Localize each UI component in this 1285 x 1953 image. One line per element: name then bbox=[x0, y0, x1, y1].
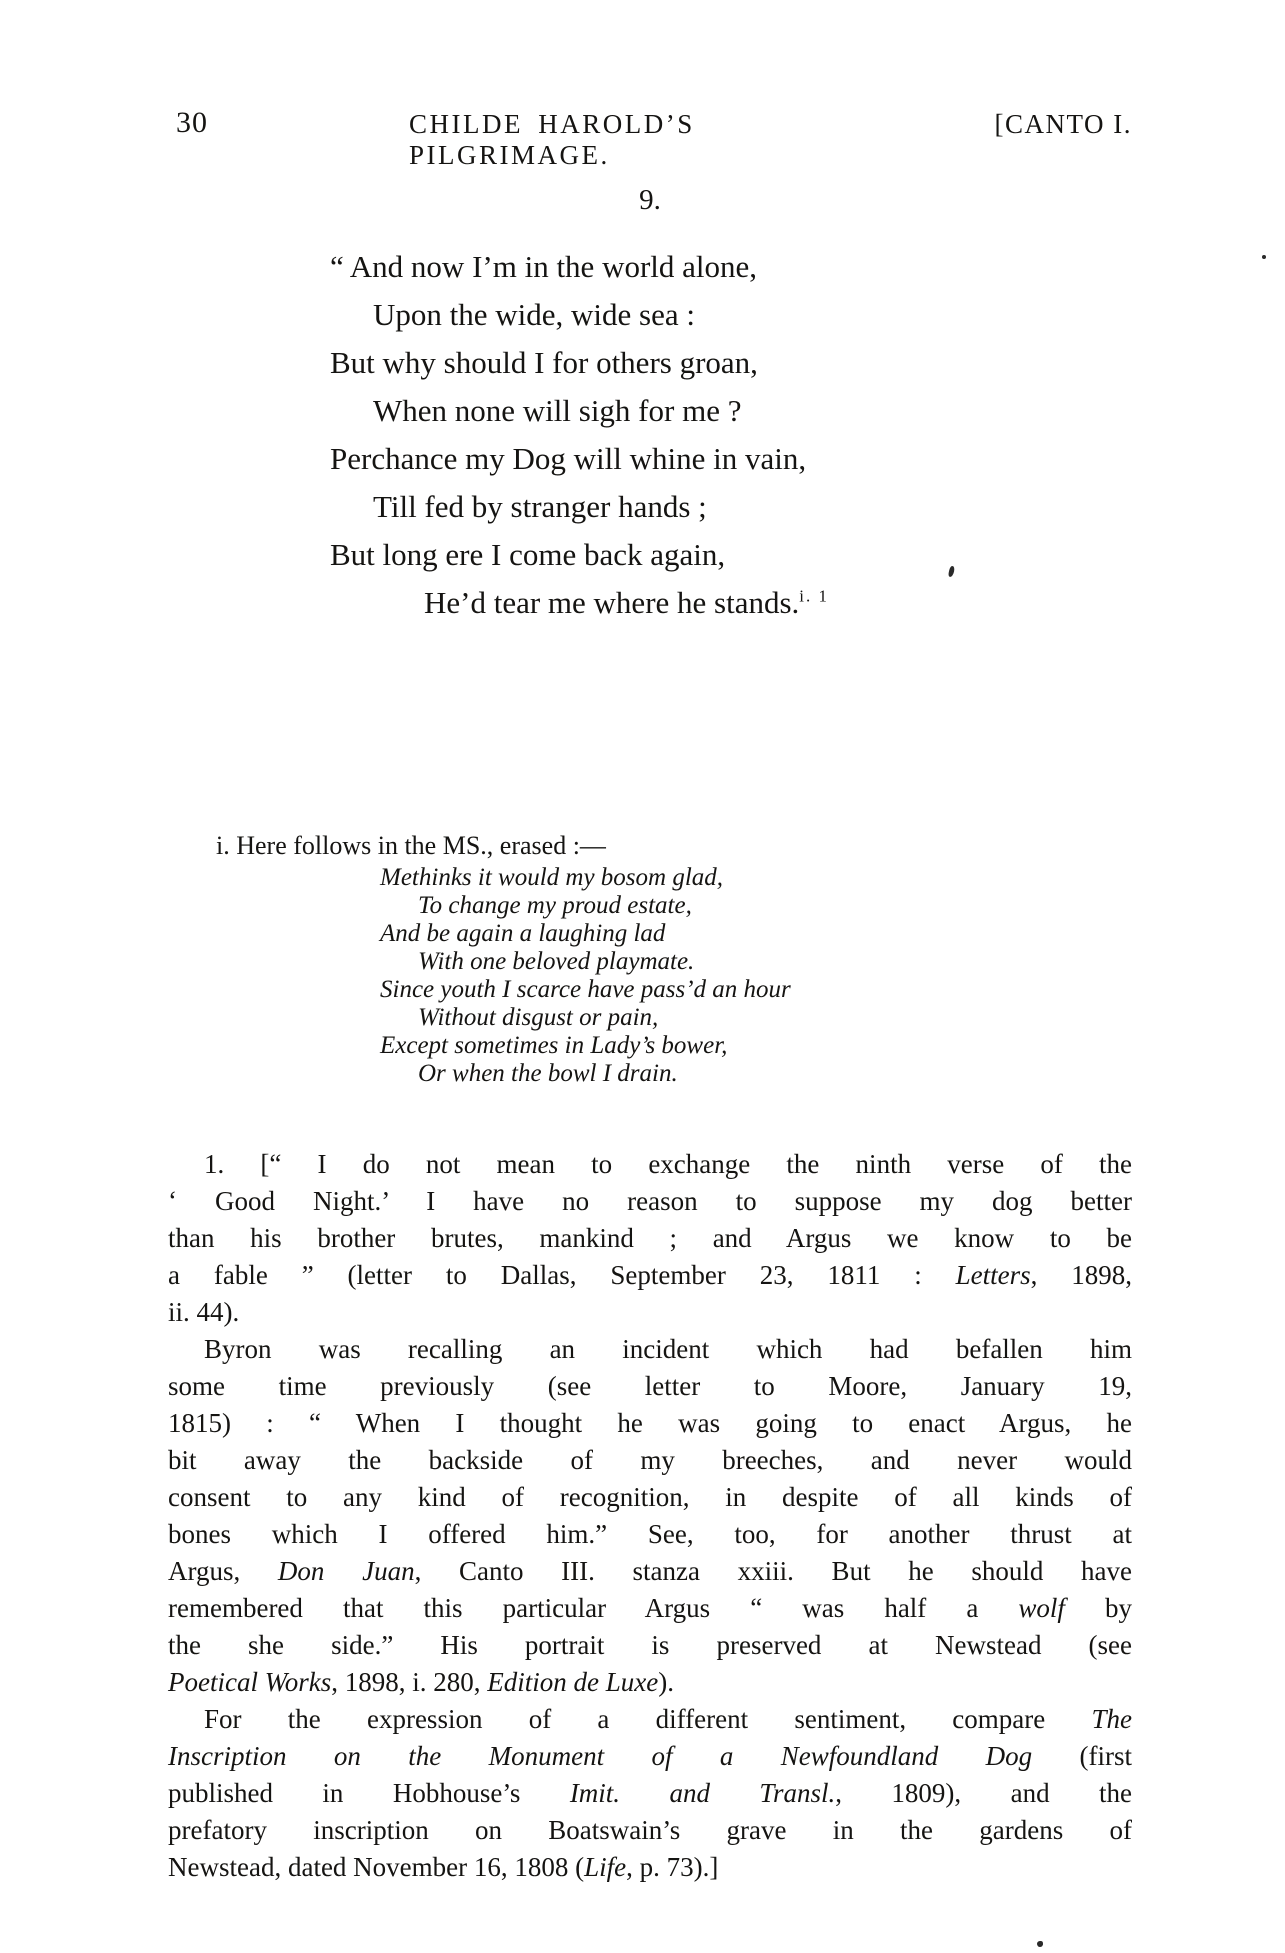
note-line bbox=[168, 1146, 1132, 1183]
variant-verse-line: With one beloved playmate. bbox=[418, 948, 695, 975]
note-text: , Canto III. stanza xxiii. But he should have bbox=[414, 1556, 1133, 1586]
variant-verse-line: Methinks it would my bosom glad, bbox=[380, 864, 724, 891]
note-line bbox=[168, 1183, 1132, 1220]
footnote-marker: i. 1 bbox=[799, 586, 830, 606]
note-line bbox=[168, 1849, 1132, 1886]
note-text: consent to any kind of recognition, in despite of all kinds of bbox=[168, 1482, 1132, 1512]
note-text: a fable ” (letter to Dallas, September 23, 1811 : bbox=[168, 1260, 956, 1290]
footnote-variant-heading: i. Here follows in the MS., erased :— bbox=[216, 831, 606, 860]
note-text: ). bbox=[658, 1667, 674, 1697]
note-text: , 1809), and the bbox=[835, 1778, 1132, 1808]
canto-label: [CANTO I. bbox=[994, 109, 1132, 139]
note-line bbox=[168, 1664, 1132, 1701]
note-text-italic: wolf bbox=[1018, 1593, 1065, 1623]
variant-verse-line: Except sometimes in Lady’s bower, bbox=[380, 1032, 728, 1059]
note-text: remembered that this particular Argus “ was half a bbox=[168, 1593, 1019, 1623]
note-line bbox=[168, 1812, 1132, 1849]
note-text-italic: Imit. and Transl. bbox=[569, 1778, 836, 1808]
editorial-notes bbox=[168, 1146, 1132, 1886]
note-text-italic: The bbox=[1091, 1704, 1132, 1734]
note-line bbox=[168, 1775, 1132, 1812]
note-text: , p. 73).] bbox=[626, 1852, 719, 1882]
note-text: 1815) : “ When I thought he was going to enact Argus, he bbox=[168, 1408, 1132, 1438]
poem-line: He’d tear me where he stands.$^{i. 1}$ bbox=[424, 585, 830, 620]
running-title: CHILDE HAROLD’S PILGRIMAGE. bbox=[409, 109, 695, 170]
note-line bbox=[168, 1553, 1132, 1590]
note-text: (first bbox=[1032, 1741, 1132, 1771]
note-text: Byron was recalling an incident which had befallen him bbox=[204, 1334, 1132, 1364]
variant-verse-line: Without disgust or pain, bbox=[418, 1004, 659, 1031]
note-text: ii. 44). bbox=[168, 1297, 240, 1327]
page-number: 30 bbox=[176, 106, 208, 139]
ink-speck bbox=[1037, 1941, 1043, 1947]
note-text: some time previously (see letter to Moore, January 19, bbox=[168, 1371, 1132, 1401]
poem-line: But why should I for others groan, bbox=[330, 345, 758, 380]
note-line bbox=[168, 1590, 1132, 1627]
note-line bbox=[168, 1627, 1132, 1664]
note-line bbox=[168, 1738, 1132, 1775]
page-header bbox=[168, 106, 1132, 170]
variant-verse-line: Since youth I scarce have pass’d an hour bbox=[380, 976, 791, 1003]
poem-line: “ And now I’m in the world alone, bbox=[330, 249, 758, 284]
note-text-italic: Poetical Works bbox=[168, 1667, 332, 1697]
note-text-italic: Edition de Luxe bbox=[487, 1667, 659, 1697]
poem-line: Till fed by stranger hands ; bbox=[373, 489, 707, 524]
note-text-italic: Don Juan bbox=[277, 1556, 415, 1586]
note-text: For the expression of a different sentiment, compare bbox=[204, 1704, 1092, 1734]
poem-line: Perchance my Dog will whine in vain, bbox=[330, 441, 807, 476]
footnote-variant bbox=[168, 830, 1132, 1088]
note-text-italic: Letters bbox=[955, 1260, 1031, 1290]
note-text: ‘ Good Night.’ I have no reason to suppose my dog better bbox=[168, 1186, 1132, 1216]
note-text: prefatory inscription on Boatswain’s grave in the gardens of bbox=[168, 1815, 1132, 1845]
poem-stanza bbox=[330, 243, 1132, 627]
note-text-italic: Life bbox=[584, 1852, 627, 1882]
note-text: than his brother brutes, mankind ; and Argus we know to be bbox=[168, 1223, 1132, 1253]
note-text: bit away the backside of my breeches, and never would bbox=[168, 1445, 1132, 1475]
note-line bbox=[168, 1405, 1132, 1442]
note-line bbox=[168, 1516, 1132, 1553]
note-line bbox=[168, 1479, 1132, 1516]
note-text: the she side.” His portrait is preserved at Newstead (see bbox=[168, 1630, 1132, 1660]
note-text: by bbox=[1064, 1593, 1133, 1623]
note-line bbox=[168, 1331, 1132, 1368]
note-text: bones which I offered him.” See, too, for another thrust at bbox=[168, 1519, 1132, 1549]
note-line bbox=[168, 1257, 1132, 1294]
variant-verse-line: To change my proud estate, bbox=[418, 892, 692, 919]
note-text: Argus, bbox=[168, 1556, 278, 1586]
note-text: 1. [“ I do not mean to exchange the ninth verse of the bbox=[204, 1149, 1132, 1179]
note-text: Newstead, dated November 16, 1808 ( bbox=[168, 1852, 585, 1882]
footnote-variant-verse bbox=[168, 864, 1132, 1088]
poem-line: But long ere I come back again, bbox=[330, 537, 726, 572]
note-text: published in Hobhouse’s bbox=[168, 1778, 570, 1808]
note-line bbox=[168, 1368, 1132, 1405]
variant-verse-line: Or when the bowl I drain. bbox=[418, 1060, 678, 1087]
note-text-italic: Inscription on the Monument of a Newfoundland Dog bbox=[168, 1741, 1033, 1771]
note-line bbox=[168, 1294, 1132, 1331]
note-line bbox=[168, 1701, 1132, 1738]
note-line bbox=[168, 1220, 1132, 1257]
note-line bbox=[168, 1442, 1132, 1479]
poem-line: When none will sigh for me ? bbox=[373, 393, 742, 428]
note-text: , 1898, i. 280, bbox=[331, 1667, 488, 1697]
note-text: , 1898, bbox=[1030, 1260, 1133, 1290]
poem-line: Upon the wide, wide sea : bbox=[373, 297, 695, 332]
stanza-number: 9. bbox=[639, 184, 661, 216]
variant-verse-line: And be again a laughing lad bbox=[380, 920, 666, 947]
ink-speck bbox=[1262, 255, 1266, 259]
